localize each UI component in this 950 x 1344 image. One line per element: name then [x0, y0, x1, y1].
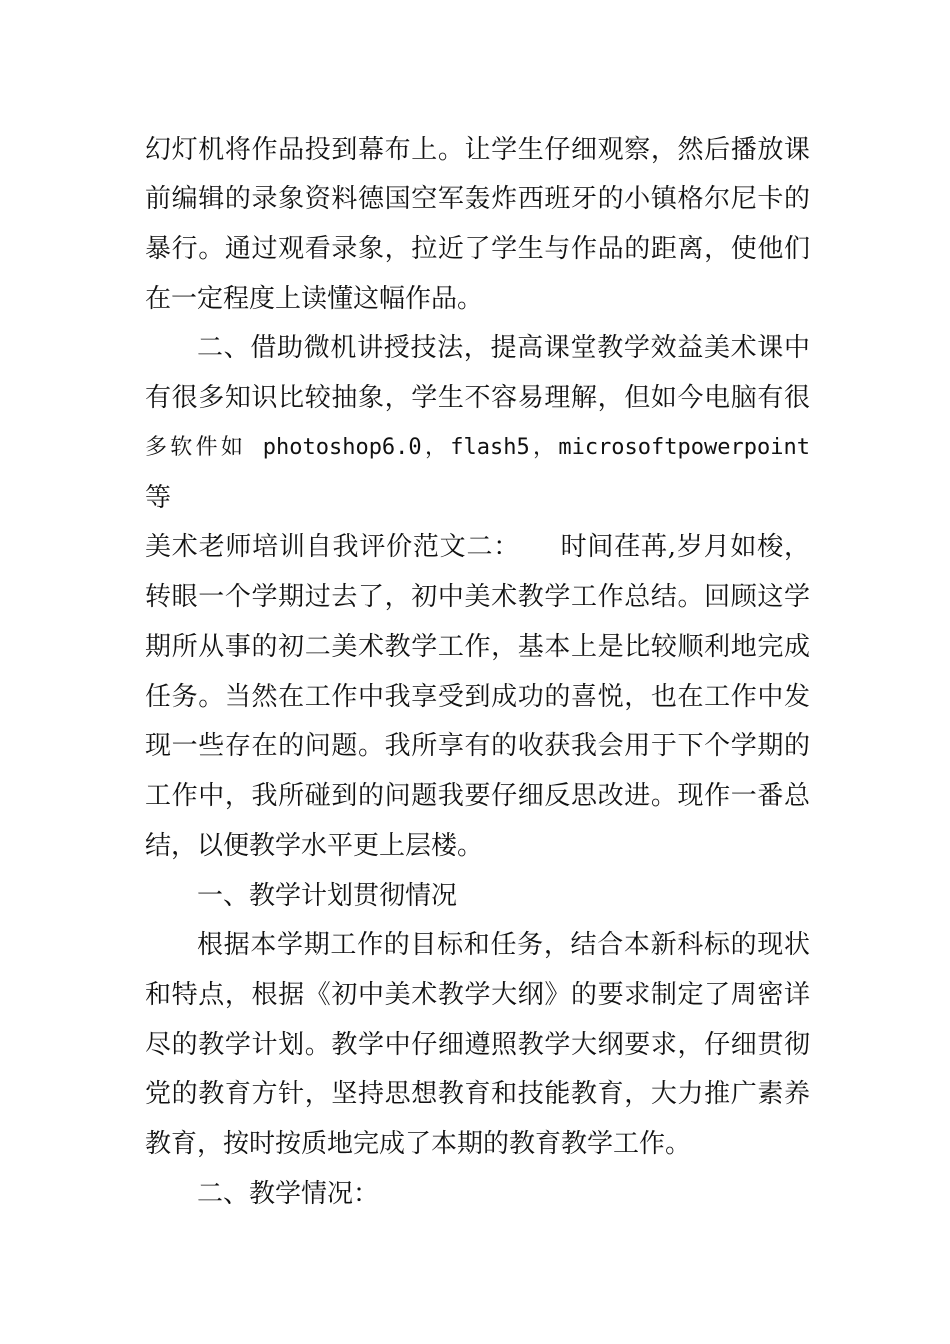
text-line: 幻灯机将作品投到幕布上。让学生仔细观察，然后播放课 [145, 135, 810, 165]
article-title-line: 美术老师培训自我评价范文二： 时间荏苒,岁月如梭， [145, 532, 810, 562]
text-line: 暴行。通过观看录象，拉近了学生与作品的距离，使他们 [145, 234, 810, 264]
section-heading: 二、教学情况： [197, 1179, 380, 1209]
text-line: 结，以便教学水平更上层楼。 [145, 831, 484, 861]
text-line: 教育，按时按质地完成了本期的教育教学工作。 [145, 1129, 692, 1159]
text-line: 多软件如 photoshop6.0，flash5，microsoftpowerpoint [145, 435, 810, 460]
text-line: 期所从事的初二美术教学工作，基本上是比较顺利地完成 [145, 632, 810, 662]
text-line: 有很多知识比较抽象，学生不容易理解，但如今电脑有很 [145, 383, 810, 413]
section-heading: 二、借助微机讲授技法，提高课堂教学效益美术课中 [197, 333, 810, 363]
text-line: 在一定程度上读懂这幅作品。 [145, 284, 484, 314]
text-line: 现一些存在的问题。我所享有的收获我会用于下个学期的 [145, 731, 810, 761]
text-line: 等 [145, 483, 172, 513]
text-line: 工作中，我所碰到的问题我要仔细反思改进。现作一番总 [145, 781, 810, 811]
text-line: 党的教育方针，坚持思想教育和技能教育，大力推广素养 [145, 1079, 810, 1109]
text-line: 转眼一个学期过去了，初中美术教学工作总结。回顾这学 [145, 582, 810, 612]
text-line: 尽的教学计划。教学中仔细遵照教学大纲要求，仔细贯彻 [145, 1030, 810, 1060]
text-line: 任务。当然在工作中我享受到成功的喜悦，也在工作中发 [145, 682, 810, 712]
text-line: 根据本学期工作的目标和任务，结合本新科标的现状 [197, 930, 810, 960]
text-line: 前编辑的录象资料德国空军轰炸西班牙的小镇格尔尼卡的 [145, 184, 810, 214]
text-line: 和特点，根据《初中美术教学大纲》的要求制定了周密详 [145, 980, 810, 1010]
section-heading: 一、教学计划贯彻情况 [197, 881, 458, 911]
